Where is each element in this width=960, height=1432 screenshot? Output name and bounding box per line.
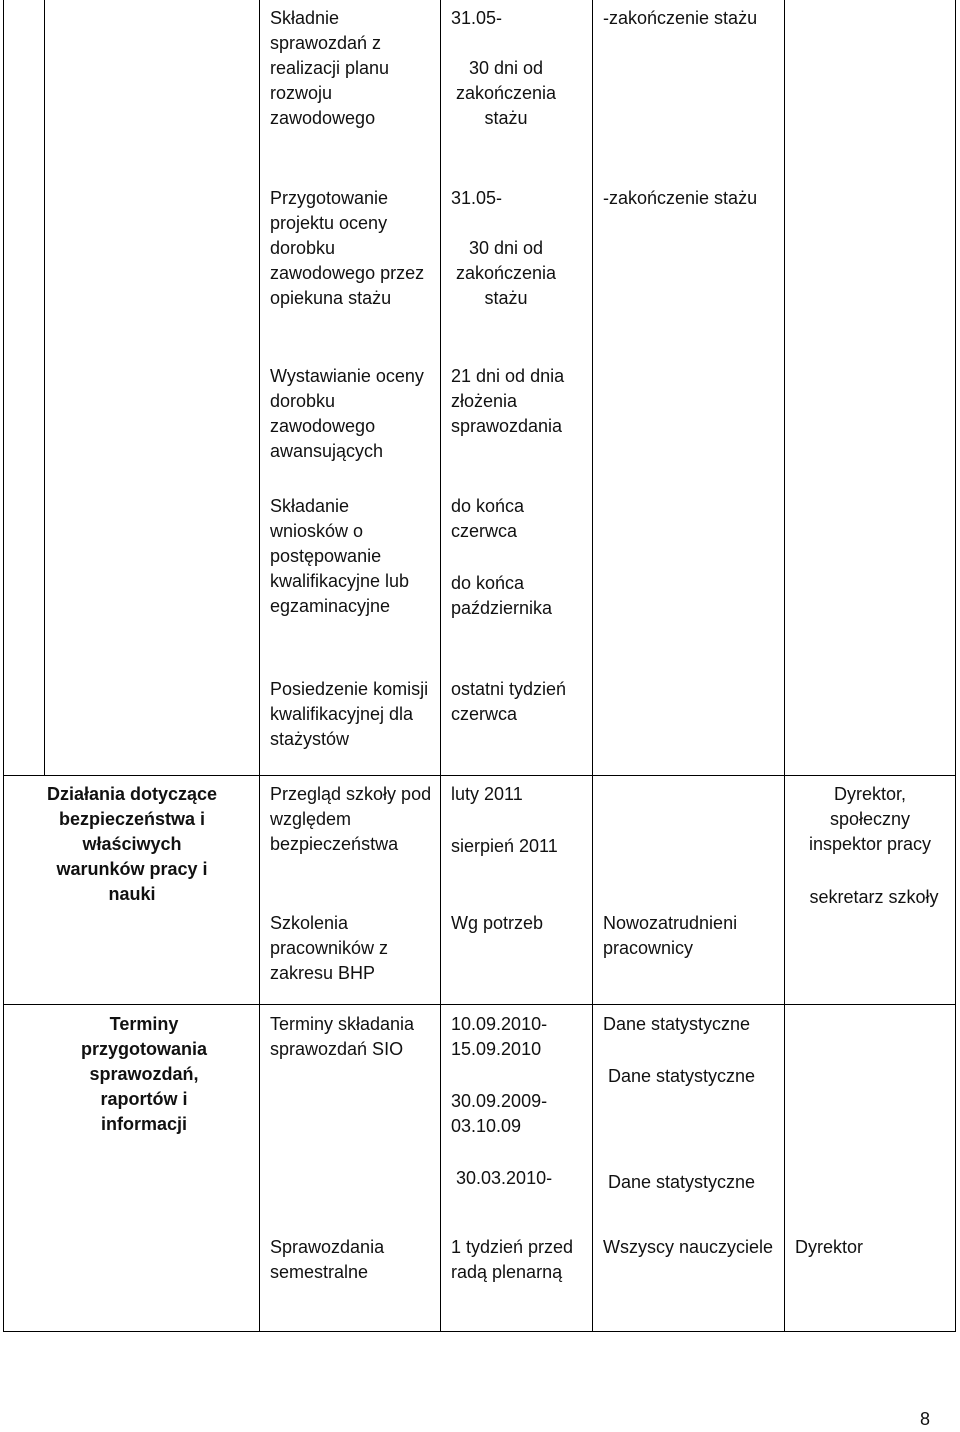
responsible-cell: sekretarz szkoły bbox=[809, 887, 939, 907]
term-cell: 21 dni od dnia złożenia sprawozdania bbox=[451, 366, 565, 436]
term-cell: luty 2011 bbox=[451, 784, 523, 804]
table-border-far-left bbox=[44, 0, 45, 775]
task-cell: Terminy składania sprawozdań SIO bbox=[270, 1014, 415, 1059]
term-cell: sierpień 2011 bbox=[451, 836, 558, 856]
task-cell: Składnie sprawozdań z realizacji planu rozwoju zawodowego bbox=[270, 8, 390, 128]
task-cell: Składanie wniosków o postępowanie kwalifikacyjne lub egzaminacyjne bbox=[270, 496, 410, 616]
page-number: 8 bbox=[920, 1409, 931, 1429]
term-cell: 10.09.2010- 15.09.2010 bbox=[451, 1014, 548, 1059]
participants-cell: Wszyscy nauczyciele bbox=[603, 1237, 774, 1257]
area-cell: Terminy przygotowania sprawozdań, raportów i informacji bbox=[80, 1014, 207, 1134]
participants-cell: Dane statystyczne bbox=[608, 1066, 756, 1086]
responsible-cell: Dyrektor, społeczny inspektor pracy bbox=[808, 784, 932, 854]
task-cell: Sprawozdania semestralne bbox=[270, 1237, 385, 1282]
term-cell: 30.03.2010- bbox=[456, 1168, 553, 1188]
term-cell: 30.09.2009- 03.10.09 bbox=[451, 1091, 548, 1136]
column-divider bbox=[440, 0, 441, 1332]
row-divider bbox=[3, 775, 956, 776]
participants-cell: Nowozatrudnieni pracownicy bbox=[603, 913, 738, 958]
row-divider bbox=[3, 1004, 956, 1005]
participants-cell: Dane statystyczne bbox=[603, 1014, 751, 1034]
term-cell: do końca października bbox=[451, 573, 553, 618]
term-cell: 30 dni od zakończenia stażu bbox=[455, 58, 557, 128]
term-cell: ostatni tydzień czerwca bbox=[451, 679, 567, 724]
term-cell: 31.05- bbox=[451, 188, 503, 208]
task-cell: Przygotowanie projektu oceny dorobku zawodowego przez opiekuna stażu bbox=[270, 188, 425, 308]
area-cell: Działania dotyczące bezpieczeństwa i właściwych warunków pracy i nauki bbox=[46, 784, 218, 904]
table-border-right bbox=[955, 0, 956, 1332]
term-cell: 30 dni od zakończenia stażu bbox=[455, 238, 557, 308]
column-divider bbox=[784, 0, 785, 1332]
task-cell: Szkolenia pracowników z zakresu BHP bbox=[270, 913, 389, 983]
responsible-cell: Dyrektor bbox=[795, 1237, 864, 1257]
task-cell: Posiedzenie komisji kwalifikacyjnej dla stażystów bbox=[270, 679, 429, 749]
term-cell: 31.05- bbox=[451, 8, 503, 28]
term-cell: 1 tydzień przed radą plenarną bbox=[451, 1237, 574, 1282]
task-cell: Przegląd szkoły pod względem bezpieczeństwa bbox=[270, 784, 432, 854]
column-divider bbox=[592, 0, 593, 1332]
term-cell: Wg potrzeb bbox=[451, 913, 544, 933]
task-cell: Wystawianie oceny dorobku zawodowego awansujących bbox=[270, 366, 424, 461]
term-cell: do końca czerwca bbox=[451, 496, 525, 541]
table-border-left bbox=[3, 0, 4, 1332]
participants-cell: -zakończenie stażu bbox=[603, 188, 758, 208]
participants-cell: -zakończenie stażu bbox=[603, 8, 758, 28]
table-border-bottom bbox=[3, 1331, 956, 1332]
participants-cell: Dane statystyczne bbox=[608, 1172, 756, 1192]
